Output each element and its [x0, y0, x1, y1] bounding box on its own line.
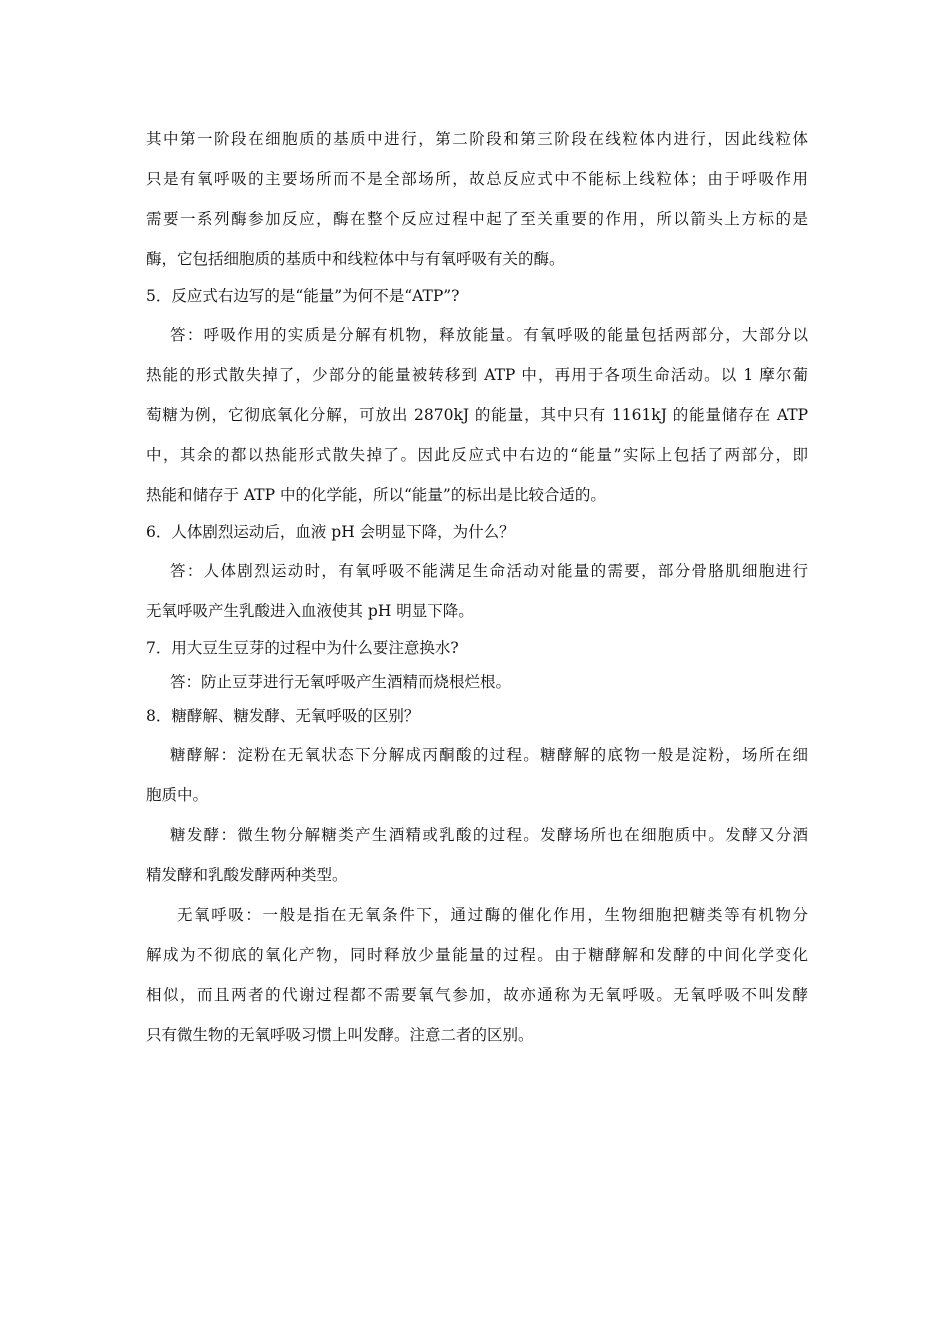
- answer-line: 答：呼吸作用的实质是分解有机物，释放能量。有氧呼吸的能量包括两部分，大部分以: [170, 326, 808, 344]
- question-8-heading: 8．糖酵解、糖发酵、无氧呼吸的区别？: [146, 707, 420, 725]
- glycolysis-definition: 糖酵解：淀粉在无氧状态下分解成丙酮酸的过程。糖酵解的底物一般是淀粉，场所在细: [170, 746, 808, 764]
- answer-line: 答：防止豆芽进行无氧呼吸产生酒精而烧根烂根。: [170, 673, 512, 691]
- fermentation-definition: 糖发酵：微生物分解糖类产生酒精或乳酸的过程。发酵场所也在细胞质中。发酵又分酒: [170, 826, 808, 844]
- answer-line: 热能和储存于 ATP 中的化学能，所以“能量”的标出是比较合适的。: [146, 486, 606, 504]
- anaerobic-respiration-definition: 只有微生物的无氧呼吸习惯上叫发酵。注意二者的区别。: [146, 1026, 534, 1044]
- paragraph-line: 其中第一阶段在细胞质的基质中进行，第二阶段和第三阶段在线粒体内进行，因此线粒体: [146, 130, 808, 148]
- paragraph-line: 只是有氧呼吸的主要场所而不是全部场所，故总反应式中不能标上线粒体；由于呼吸作用: [146, 170, 808, 188]
- answer-line: 无氧呼吸产生乳酸进入血液使其 pH 明显下降。: [146, 602, 474, 620]
- answer-line: 热能的形式散失掉了，少部分的能量被转移到 ATP 中，再用于各项生命活动。以 1 摩尔葡: [146, 366, 808, 384]
- anaerobic-respiration-definition: 无氧呼吸：一般是指在无氧条件下，通过酶的催化作用，生物细胞把糖类等有机物分: [177, 906, 808, 924]
- paragraph-line: 酶，它包括细胞质的基质中和线粒体中与有氧呼吸有关的酶。: [146, 250, 565, 268]
- glycolysis-definition: 胞质中。: [146, 786, 209, 804]
- answer-line: 萄糖为例，它彻底氧化分解，可放出 2870kJ 的能量，其中只有 1161kJ 的能量储存在 ATP: [146, 406, 808, 424]
- answer-line: 中，其余的都以热能形式散失掉了。因此反应式中右边的“能量”实际上包括了两部分，即: [146, 446, 808, 464]
- question-7-heading: 7．用大豆生豆芽的过程中为什么要注意换水?: [146, 639, 459, 657]
- fermentation-definition: 精发酵和乳酸发酵两种类型。: [146, 866, 348, 884]
- anaerobic-respiration-definition: 相似，而且两者的代谢过程都不需要氧气参加，故亦通称为无氧呼吸。无氧呼吸不叫发酵: [146, 986, 808, 1004]
- question-6-heading: 6．人体剧烈运动后，血液 pH 会明显下降，为什么？: [146, 523, 515, 541]
- question-5-heading: 5．反应式右边写的是“能量”为何不是“ATP”?: [146, 287, 460, 305]
- anaerobic-respiration-definition: 解成为不彻底的氧化产物，同时释放少量能量的过程。由于糖酵解和发酵的中间化学变化: [146, 946, 808, 964]
- answer-line: 答：人体剧烈运动时，有氧呼吸不能满足生命活动对能量的需要，部分骨胳肌细胞进行: [170, 562, 808, 580]
- document-body: [146, 119, 808, 1055]
- paragraph-line: 需要一系列酶参加反应，酶在整个反应过程中起了至关重要的作用，所以箭头上方标的是: [146, 210, 808, 228]
